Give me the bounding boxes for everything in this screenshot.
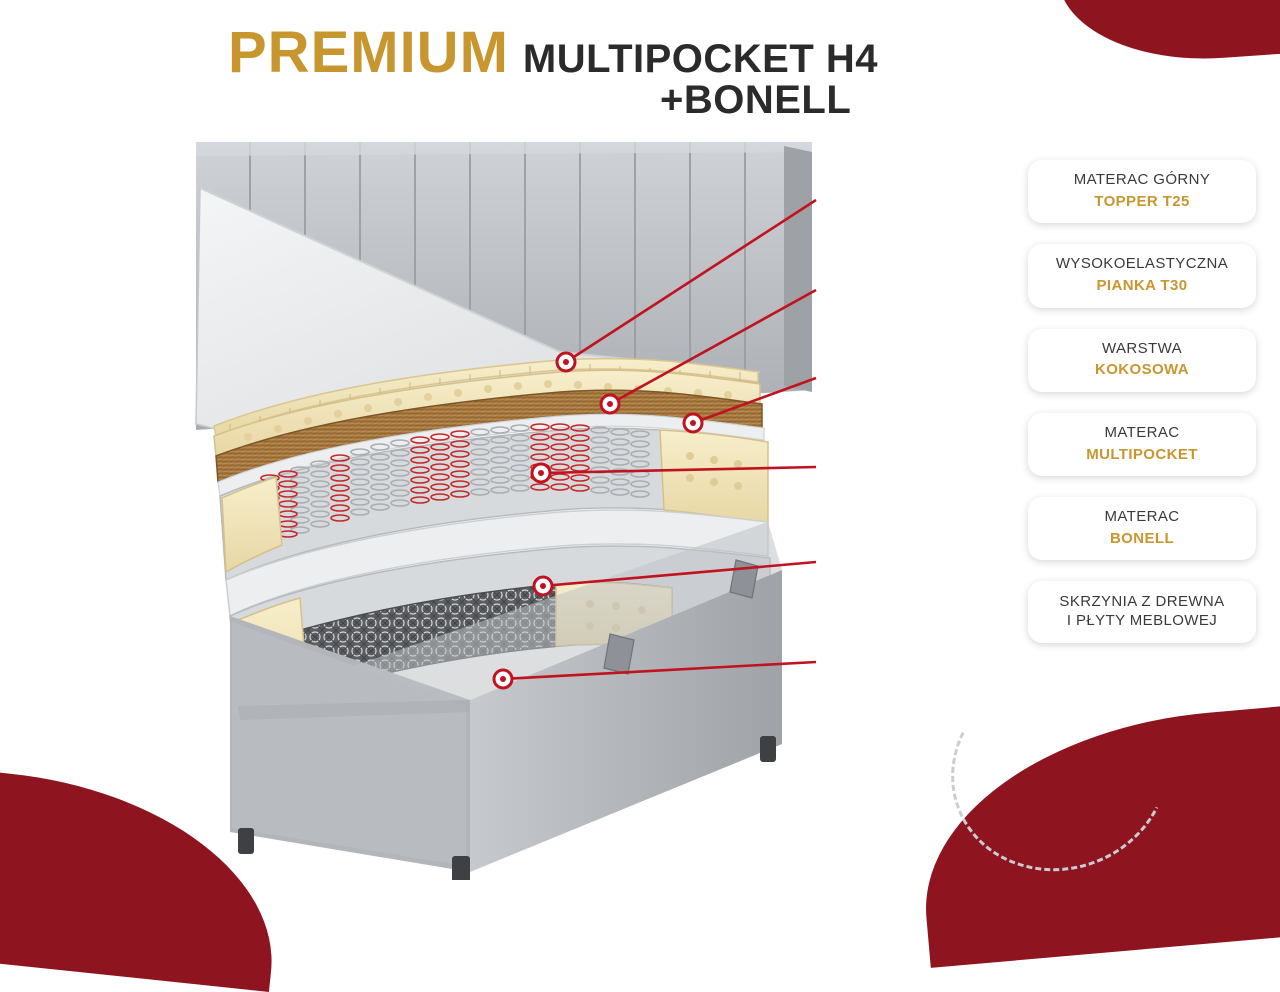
callout-list [1028, 160, 1256, 664]
callout-multipocket-line1: MATERAC [1104, 423, 1180, 441]
callout-foam [1028, 244, 1256, 307]
callout-box-line2: I PŁYTY MEBLOWEJ [1066, 611, 1218, 629]
title-premium: PREMIUM [228, 20, 509, 85]
callout-topper-line1: MATERAC GÓRNY [1073, 171, 1211, 188]
callout-coconut [1028, 329, 1256, 392]
callout-box-line1: SKRZYNIA Z DREWNA [1059, 593, 1225, 610]
title-main-line1: MULTIPOCKET H4 [522, 37, 879, 81]
callout-foam-line1: WYSOKOELASTYCZNA [1055, 255, 1229, 273]
callout-topper-line2: TOPPER T25 [1094, 192, 1190, 210]
callout-coconut-line1: WARSTWA [1101, 339, 1182, 357]
page-title [228, 20, 1128, 122]
callout-multipocket [1028, 413, 1256, 476]
callout-topper [1028, 160, 1256, 223]
callout-bonell-line1: MATERAC [1104, 508, 1180, 525]
callout-foam-line2: PIANKA T30 [1096, 277, 1188, 294]
callout-box [1028, 581, 1256, 643]
callout-bonell-line2: BONELL [1109, 529, 1175, 547]
title-main-line2: +BONELL [660, 78, 852, 122]
callout-multipocket-line2: MULTIPOCKET [1086, 445, 1198, 463]
callout-coconut-line2: KOKOSOWA [1094, 361, 1190, 379]
callout-bonell [1028, 497, 1256, 560]
